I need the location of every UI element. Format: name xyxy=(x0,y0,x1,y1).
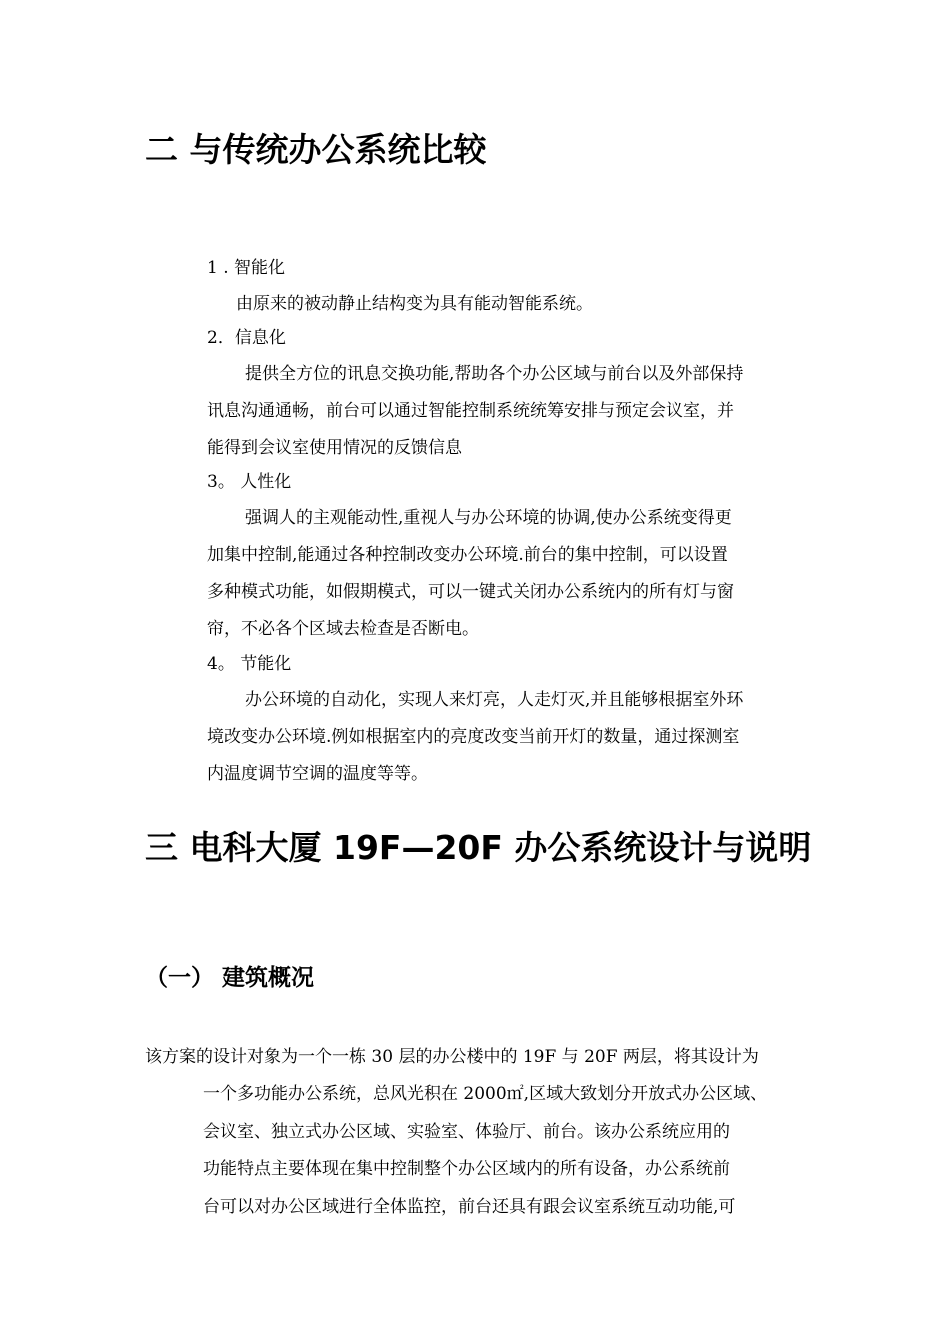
item-2-line-1: 提供全方位的讯息交换功能,帮助各个办公区域与前台以及外部保持 xyxy=(245,364,744,384)
item-1-line-1: 由原来的被动静止结构变为具有能动智能系统。 xyxy=(236,294,593,314)
overview-line-2: 一个多功能办公系统，总风光积在 2000㎡,区域大致划分开放式办公区域、 xyxy=(203,1084,768,1104)
item-4-line-2: 境改变办公环境.例如根据室内的亮度改变当前开灯的数量，通过探测室 xyxy=(207,727,740,747)
section-3-heading: 三 电科大厦 19F—20F 办公系统设计与说明 xyxy=(145,828,812,867)
item-4-title: 4。 节能化 xyxy=(207,654,292,674)
item-4-line-3: 内温度调节空调的温度等等。 xyxy=(207,764,428,784)
section-3-subheading: （一） 建筑概况 xyxy=(145,965,315,991)
item-2-title: 2．信息化 xyxy=(207,328,286,348)
item-3-line-3: 多种模式功能，如假期模式，可以一键式关闭办公系统内的所有灯与窗 xyxy=(207,582,734,602)
overview-line-3: 会议室、独立式办公区域、实验室、体验厅、前台。该办公系统应用的 xyxy=(203,1122,730,1142)
overview-line-4: 功能特点主要体现在集中控制整个办公区域内的所有设备，办公系统前 xyxy=(203,1159,730,1179)
overview-line-1: 该方案的设计对象为一个一栋 30 层的办公楼中的 19F 与 20F 两层，将其设计为 xyxy=(145,1047,759,1067)
item-2-line-3: 能得到会议室使用情况的反馈信息 xyxy=(207,438,462,458)
item-3-line-4: 帘，不必各个区域去检查是否断电。 xyxy=(207,619,479,639)
item-3-line-2: 加集中控制,能通过各种控制改变办公环境.前台的集中控制，可以设置 xyxy=(207,545,728,565)
item-2-line-2: 讯息沟通通畅，前台可以通过智能控制系统统筹安排与预定会议室，并 xyxy=(207,401,734,421)
overview-line-5: 台可以对办公区域进行全体监控，前台还具有跟会议室系统互动功能,可 xyxy=(203,1197,736,1217)
item-4-line-1: 办公环境的自动化，实现人来灯亮，人走灯灭,并且能够根据室外环 xyxy=(245,690,744,710)
section-2-heading: 二 与传统办公系统比较 xyxy=(145,130,487,169)
item-3-line-1: 强调人的主观能动性,重视人与办公环境的协调,使办公系统变得更 xyxy=(245,508,732,528)
item-3-title: 3。 人性化 xyxy=(207,472,292,492)
item-1-title: 1 . 智能化 xyxy=(207,258,286,278)
